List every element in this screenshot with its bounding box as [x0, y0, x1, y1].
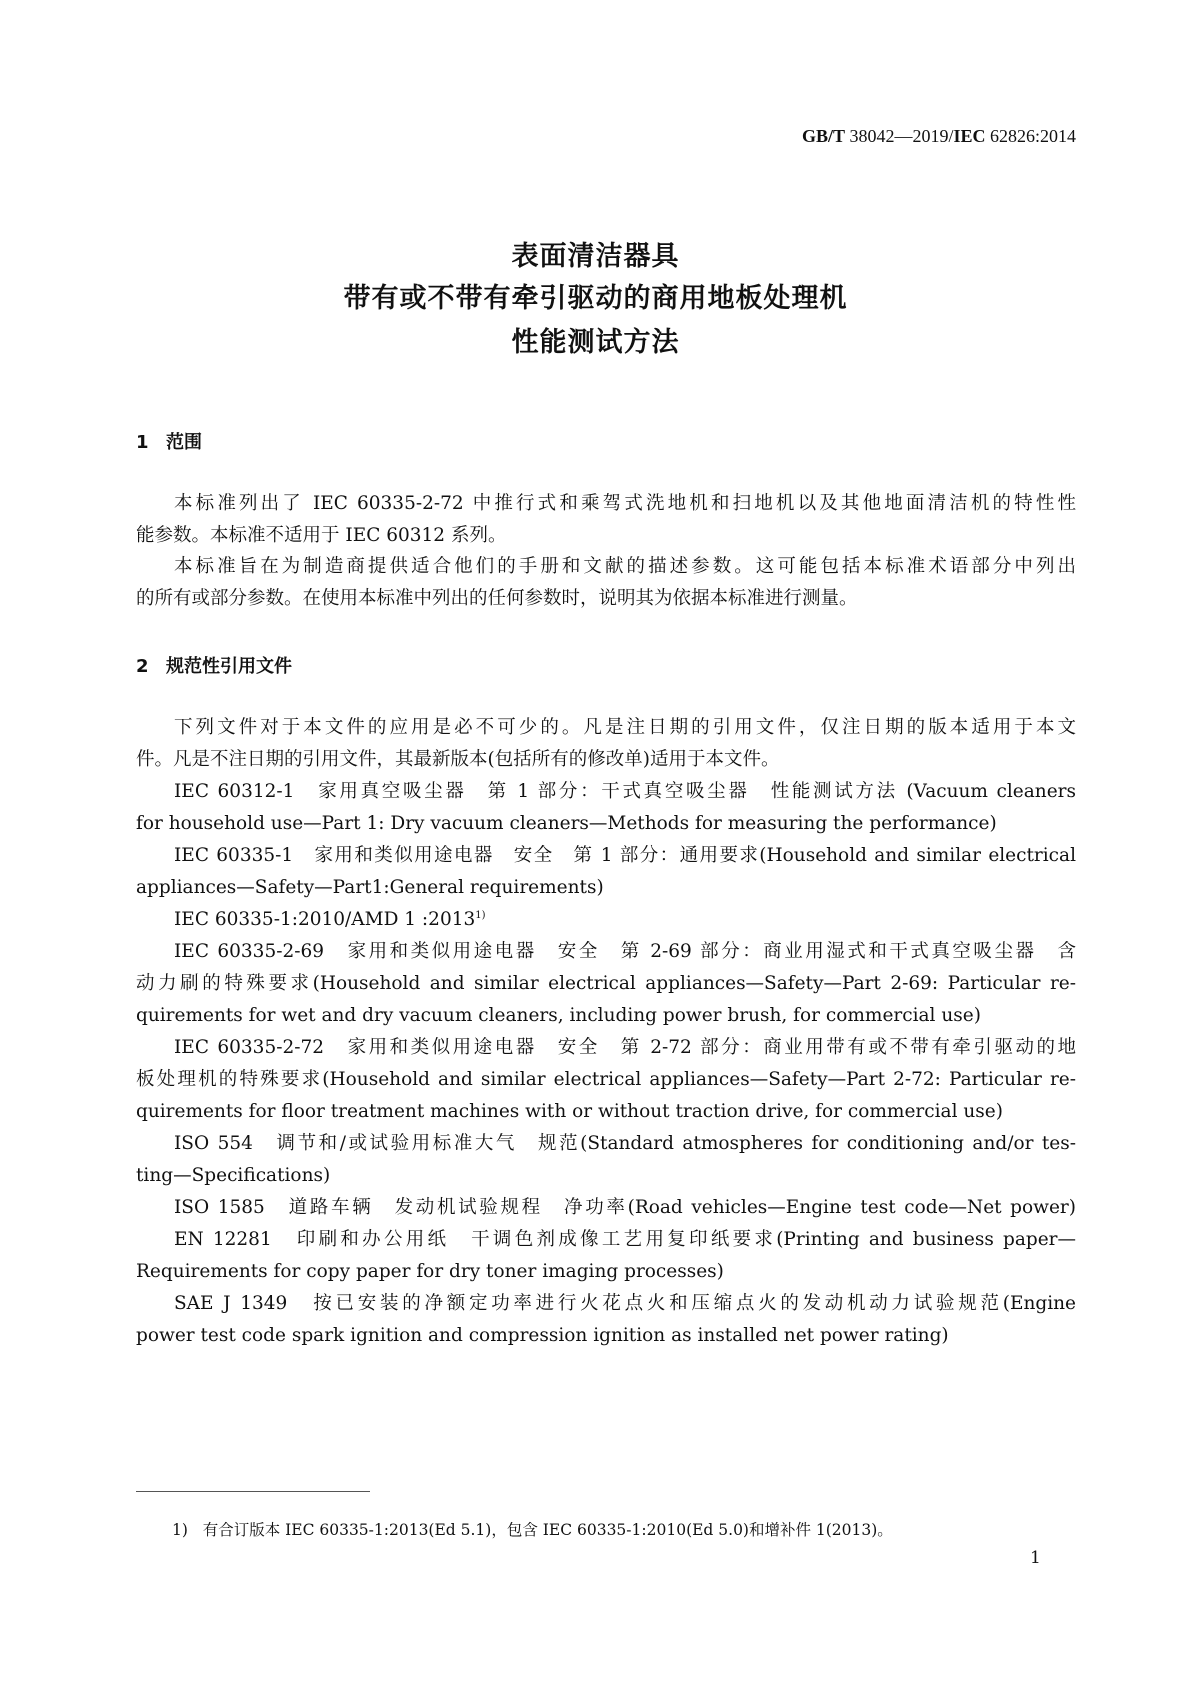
- reference-iso-1585: ISO 1585 道路车辆 发动机试验规程 净功率(Road vehicles—Engine test code—Net power): [174, 1197, 1076, 1218]
- text-line: 本标准列出了 IEC 60335-2-72 中推行式和乘驾式洗地机和扫地机以及其他地面清洁机的特性性: [174, 493, 1076, 514]
- title-line-1: 表面清洁器具: [511, 241, 680, 272]
- page-number: 1: [1030, 1548, 1041, 1568]
- text-line: appliances—Safety—Part1:General requirements): [136, 877, 604, 898]
- text-line: 动力刷的特殊要求(Household and similar electrical appliances—Safety—Part 2-69: Particular re-: [136, 973, 1076, 994]
- header-iec-number: 62826:2014: [989, 126, 1076, 146]
- header-number: 38042—2019/: [849, 126, 954, 146]
- header-prefix: GB/T: [801, 126, 845, 146]
- footnote-divider: [136, 1491, 370, 1492]
- text-line: 板处理机的特殊要求(Household and similar electrical appliances—Safety—Part 2-72: Particular re-: [136, 1069, 1076, 1090]
- section-2-body: [136, 712, 1076, 1352]
- section-number: 1: [136, 432, 149, 453]
- title-line-2: 带有或不带有牵引驱动的商用地板处理机: [343, 283, 848, 314]
- reference-iso-554: ISO 554 调节和/或试验用标准大气 规范(Standard atmospheres for conditioning and/or tes-: [174, 1133, 1076, 1154]
- reference-iec-60335-1-amd1: [136, 904, 1076, 936]
- text-line: 件。凡是不注日期的引用文件，其最新版本(包括所有的修改单)适用于本文件。: [136, 749, 780, 770]
- section-title: 规范性引用文件: [166, 656, 292, 677]
- section-1-body: [136, 488, 1076, 614]
- reference-en-12281: EN 12281 印刷和办公用纸 干调色剂成像工艺用复印纸要求(Printing and business paper—: [174, 1229, 1076, 1250]
- text-line: 本标准旨在为制造商提供适合他们的手册和文献的描述参数。这可能包括本标准术语部分中列出: [174, 556, 1076, 577]
- header-iec-prefix: IEC: [953, 126, 986, 146]
- footnote-text: 有合订版本 IEC 60335-1:2013(Ed 5.1)，包含 IEC 60335-1:2010(Ed 5.0)和增补件 1(2013)。: [202, 1521, 893, 1539]
- footnote-reference[interactable]: 1): [475, 909, 486, 921]
- text-line: ting—Specifications): [136, 1165, 331, 1186]
- reference-iec-60312-1: IEC 60312-1 家用真空吸尘器 第 1 部分：干式真空吸尘器 性能测试方法 (Vacuum cleaners: [174, 781, 1076, 802]
- text-line: for household use—Part 1: Dry vacuum cleaners—Methods for measuring the performance): [136, 813, 997, 834]
- text-line: quirements for floor treatment machines with or without traction drive, for commercial use): [136, 1101, 1003, 1122]
- reference-iec-60335-1: IEC 60335-1 家用和类似用途电器 安全 第 1 部分：通用要求(Household and similar electrical: [174, 845, 1076, 866]
- text-line: quirements for wet and dry vacuum cleaners, including power brush, for commercial use): [136, 1005, 981, 1026]
- reference-iec-60335-2-72: IEC 60335-2-72 家用和类似用途电器 安全 第 2-72 部分：商业用带有或不带有牵引驱动的地: [174, 1037, 1076, 1058]
- footnote-marker: 1): [172, 1521, 188, 1539]
- text-line: 的所有或部分参数。在使用本标准中列出的任何参数时，说明其为依据本标准进行测量。: [136, 587, 858, 609]
- text-line: 下列文件对于本文件的应用是必不可少的。凡是注日期的引用文件，仅注日期的版本适用于本文: [174, 717, 1076, 738]
- reference-iec-60335-2-69: IEC 60335-2-69 家用和类似用途电器 安全 第 2-69 部分：商业用湿式和干式真空吸尘器 含: [174, 941, 1076, 962]
- reference-text: IEC 60335-1:2010/AMD 1 :2013: [174, 909, 476, 930]
- text-line: power test code spark ignition and compression ignition as installed net power rating): [136, 1325, 949, 1346]
- standard-number-header: [802, 126, 1076, 147]
- text-line: 能参数。本标准不适用于 IEC 60312 系列。: [136, 524, 507, 546]
- section-number: 2: [136, 656, 149, 677]
- section-1-heading: [136, 428, 202, 454]
- reference-sae-j1349: SAE J 1349 按已安装的净额定功率进行火花点火和压缩点火的发动机动力试验规范(Engine: [174, 1293, 1076, 1314]
- section-2-heading: [136, 652, 292, 678]
- text-line: Requirements for copy paper for dry toner imaging processes): [136, 1261, 724, 1282]
- title-line-3: 性能测试方法: [511, 327, 680, 358]
- footnote: [172, 1518, 893, 1540]
- section-title: 范围: [166, 432, 202, 453]
